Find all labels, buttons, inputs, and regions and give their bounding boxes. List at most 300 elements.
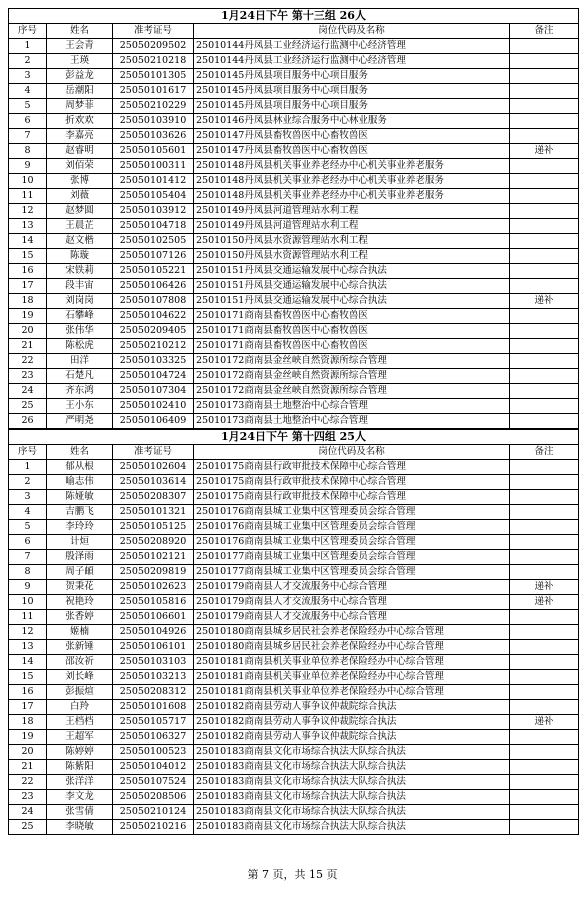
candidate-name: 张博: [47, 174, 113, 189]
candidate-name: 折欢欢: [47, 114, 113, 129]
note: [510, 700, 579, 715]
candidate-name: 姬楠: [47, 625, 113, 640]
row-number: 14: [9, 234, 47, 249]
candidate-name: 石攀峰: [47, 309, 113, 324]
candidate-name: 周子頔: [47, 565, 113, 580]
position-name: 25010145丹凤县项目服务中心项目服务: [194, 84, 510, 99]
note: [510, 805, 579, 820]
exam-id: 25050101617: [113, 84, 194, 99]
exam-id: 25050105601: [113, 144, 194, 159]
position-name: 25010151丹凤县交通运输发展中心综合执法: [194, 294, 510, 309]
group-14-table: [8, 429, 579, 835]
position-name: 25010180商南县城乡居民社会养老保险经办中心综合管理: [194, 640, 510, 655]
note: [510, 279, 579, 294]
exam-id: 25050101321: [113, 505, 194, 520]
position-name: 25010183商南县文化市场综合执法大队综合执法: [194, 760, 510, 775]
position-name: 25010183商南县文化市场综合执法大队综合执法: [194, 790, 510, 805]
exam-id: 25050209819: [113, 565, 194, 580]
candidate-name: 陈婷婷: [47, 745, 113, 760]
candidate-name: 殷泽雨: [47, 550, 113, 565]
row-number: 6: [9, 114, 47, 129]
candidate-name: 张伟华: [47, 324, 113, 339]
exam-id: 25050101305: [113, 69, 194, 84]
header-note: 备注: [510, 445, 579, 460]
table-row: [9, 354, 579, 369]
table-row: [9, 174, 579, 189]
position-name: 25010179商南县人才交流服务中心综合管理: [194, 580, 510, 595]
exam-id: 25050104622: [113, 309, 194, 324]
row-number: 10: [9, 595, 47, 610]
note: [510, 730, 579, 745]
exam-id: 25050208312: [113, 685, 194, 700]
note: [510, 685, 579, 700]
row-number: 2: [9, 475, 47, 490]
position-name: 25010177商南县城工业集中区管理委员会综合管理: [194, 550, 510, 565]
table-row: [9, 625, 579, 640]
candidate-name: 郁从根: [47, 460, 113, 475]
table-row: [9, 700, 579, 715]
exam-id: 25050103614: [113, 475, 194, 490]
table-row: [9, 234, 579, 249]
position-name: 25010171商南县畜牧兽医中心畜牧兽医: [194, 324, 510, 339]
table-row: [9, 84, 579, 99]
row-number: 18: [9, 294, 47, 309]
note: [510, 204, 579, 219]
exam-id: 25050103910: [113, 114, 194, 129]
row-number: 13: [9, 219, 47, 234]
candidate-name: 彭益龙: [47, 69, 113, 84]
position-name: 25010181商南县机关事业单位养老保险经办中心综合管理: [194, 670, 510, 685]
candidate-name: 计烜: [47, 535, 113, 550]
table-row: [9, 550, 579, 565]
table-row: [9, 249, 579, 264]
roster-sheet: [8, 8, 578, 835]
row-number: 13: [9, 640, 47, 655]
header-name: 姓名: [47, 24, 113, 39]
candidate-name: 张香婷: [47, 610, 113, 625]
row-number: 23: [9, 369, 47, 384]
position-name: 25010145丹凤县项目服务中心项目服务: [194, 69, 510, 84]
position-name: 25010175商南县行政审批技术保障中心综合管理: [194, 460, 510, 475]
note: [510, 354, 579, 369]
note: [510, 264, 579, 279]
table-row: [9, 294, 579, 309]
exam-id: 25050210229: [113, 99, 194, 114]
exam-id: 25050104718: [113, 219, 194, 234]
position-name: 25010180商南县城乡居民社会养老保险经办中心综合管理: [194, 625, 510, 640]
exam-id: 25050104724: [113, 369, 194, 384]
exam-id: 25050106409: [113, 414, 194, 429]
position-name: 25010179商南县人才交流服务中心综合管理: [194, 595, 510, 610]
position-name: 25010146丹凤县林业综合服务中心林业服务: [194, 114, 510, 129]
exam-id: 25050107126: [113, 249, 194, 264]
table-row: [9, 414, 579, 429]
position-name: 25010147丹凤县畜牧兽医中心畜牧兽医: [194, 129, 510, 144]
candidate-name: 刘岗岗: [47, 294, 113, 309]
position-name: 25010173商南县土地整治中心综合管理: [194, 414, 510, 429]
candidate-name: 喻志伟: [47, 475, 113, 490]
note: [510, 174, 579, 189]
group-title: 1月24日下午 第十四组 25人: [9, 430, 579, 445]
row-number: 25: [9, 399, 47, 414]
candidate-name: 严明尧: [47, 414, 113, 429]
row-number: 15: [9, 670, 47, 685]
exam-id: 25050102604: [113, 460, 194, 475]
position-name: 25010149丹凤县河道管理站水利工程: [194, 219, 510, 234]
candidate-name: 刘薇: [47, 189, 113, 204]
exam-id: 25050208506: [113, 790, 194, 805]
table-row: [9, 490, 579, 505]
row-number: 9: [9, 580, 47, 595]
candidate-name: 白羚: [47, 700, 113, 715]
candidate-name: 贺秉花: [47, 580, 113, 595]
note: [510, 414, 579, 429]
position-name: 25010175商南县行政审批技术保障中心综合管理: [194, 475, 510, 490]
row-number: 14: [9, 655, 47, 670]
candidate-name: 赵梦圆: [47, 204, 113, 219]
position-name: 25010176商南县城工业集中区管理委员会综合管理: [194, 535, 510, 550]
position-name: 25010149丹凤县河道管理站水利工程: [194, 204, 510, 219]
note: [510, 610, 579, 625]
row-number: 21: [9, 339, 47, 354]
header-exam-id: 准考证号: [113, 24, 194, 39]
exam-id: 25050100523: [113, 745, 194, 760]
header-note: 备注: [510, 24, 579, 39]
row-number: 24: [9, 805, 47, 820]
exam-id: 25050102505: [113, 234, 194, 249]
header-exam-id: 准考证号: [113, 445, 194, 460]
table-row: [9, 189, 579, 204]
exam-id: 25050101608: [113, 700, 194, 715]
exam-id: 25050209502: [113, 39, 194, 54]
group-title: 1月24日下午 第十三组 26人: [9, 9, 579, 24]
position-name: 25010151丹凤县交通运输发展中心综合执法: [194, 264, 510, 279]
position-name: 25010172商南县金丝峡自然资源所综合管理: [194, 369, 510, 384]
table-row: [9, 54, 579, 69]
note: [510, 384, 579, 399]
note: [510, 625, 579, 640]
table-row: [9, 219, 579, 234]
note: [510, 39, 579, 54]
exam-id: 25050104012: [113, 760, 194, 775]
row-number: 17: [9, 279, 47, 294]
candidate-name: 赵文楷: [47, 234, 113, 249]
note: [510, 339, 579, 354]
candidate-name: 周梦菲: [47, 99, 113, 114]
note: [510, 399, 579, 414]
table-row: [9, 369, 579, 384]
row-number: 11: [9, 189, 47, 204]
row-number: 3: [9, 69, 47, 84]
exam-id: 25050103213: [113, 670, 194, 685]
position-name: 25010177商南县城工业集中区管理委员会综合管理: [194, 565, 510, 580]
row-number: 8: [9, 144, 47, 159]
candidate-name: 王会青: [47, 39, 113, 54]
table-row: [9, 204, 579, 219]
exam-id: 25050209405: [113, 324, 194, 339]
exam-id: 25050100311: [113, 159, 194, 174]
position-name: 25010182商南县劳动人事争议仲裁院综合执法: [194, 700, 510, 715]
row-number: 2: [9, 54, 47, 69]
row-number: 12: [9, 204, 47, 219]
position-name: 25010145丹凤县项目服务中心项目服务: [194, 99, 510, 114]
note: [510, 309, 579, 324]
note: [510, 820, 579, 835]
header-name: 姓名: [47, 445, 113, 460]
position-name: 25010179商南县人才交流服务中心综合管理: [194, 610, 510, 625]
position-name: 25010173商南县土地整治中心综合管理: [194, 399, 510, 414]
exam-id: 25050103325: [113, 354, 194, 369]
candidate-name: 张新锤: [47, 640, 113, 655]
row-number: 16: [9, 685, 47, 700]
table-row: [9, 264, 579, 279]
note: [510, 99, 579, 114]
exam-id: 25050210216: [113, 820, 194, 835]
candidate-name: 祝艳玲: [47, 595, 113, 610]
note: [510, 189, 579, 204]
exam-id: 25050208920: [113, 535, 194, 550]
position-name: 25010148丹凤县机关事业养老经办中心机关事业养老服务: [194, 189, 510, 204]
table-row: [9, 730, 579, 745]
position-name: 25010150丹凤县水资源管理站水利工程: [194, 249, 510, 264]
note: [510, 790, 579, 805]
note: [510, 475, 579, 490]
position-name: 25010183商南县文化市场综合执法大队综合执法: [194, 745, 510, 760]
position-name: 25010148丹凤县机关事业养老经办中心机关事业养老服务: [194, 174, 510, 189]
note: [510, 550, 579, 565]
note: [510, 69, 579, 84]
table-row: [9, 505, 579, 520]
note: [510, 324, 579, 339]
row-number: 4: [9, 84, 47, 99]
position-name: 25010181商南县机关事业单位养老保险经办中心综合管理: [194, 685, 510, 700]
exam-id: 25050106101: [113, 640, 194, 655]
exam-id: 25050102410: [113, 399, 194, 414]
row-number: 11: [9, 610, 47, 625]
exam-id: 25050101412: [113, 174, 194, 189]
row-number: 10: [9, 174, 47, 189]
table-row: [9, 475, 579, 490]
position-name: 25010176商南县城工业集中区管理委员会综合管理: [194, 505, 510, 520]
row-number: 8: [9, 565, 47, 580]
exam-id: 25050210124: [113, 805, 194, 820]
position-name: 25010148丹凤县机关事业养老经办中心机关事业养老服务: [194, 159, 510, 174]
position-name: 25010171商南县畜牧兽医中心畜牧兽医: [194, 309, 510, 324]
candidate-name: 刘长峰: [47, 670, 113, 685]
header-no: 序号: [9, 445, 47, 460]
note: [510, 234, 579, 249]
note: [510, 520, 579, 535]
table-row: [9, 535, 579, 550]
exam-id: 25050107304: [113, 384, 194, 399]
candidate-name: 王晨芷: [47, 219, 113, 234]
table-row: [9, 399, 579, 414]
table-row: [9, 565, 579, 580]
table-row: [9, 39, 579, 54]
position-name: 25010183商南县文化市场综合执法大队综合执法: [194, 820, 510, 835]
note: [510, 535, 579, 550]
candidate-name: 陈娅敏: [47, 490, 113, 505]
exam-id: 25050102121: [113, 550, 194, 565]
note: 递补: [510, 294, 579, 309]
candidate-name: 李嘉亮: [47, 129, 113, 144]
note: [510, 84, 579, 99]
candidate-name: 邵汝祈: [47, 655, 113, 670]
table-row: [9, 775, 579, 790]
exam-id: 25050210218: [113, 54, 194, 69]
table-row: [9, 520, 579, 535]
position-name: 25010144丹凤县工业经济运行监测中心经济管理: [194, 39, 510, 54]
position-name: 25010144丹凤县工业经济运行监测中心经济管理: [194, 54, 510, 69]
candidate-name: 王瑛: [47, 54, 113, 69]
candidate-name: 陈松虎: [47, 339, 113, 354]
table-row: [9, 805, 579, 820]
note: [510, 249, 579, 264]
table-row: [9, 670, 579, 685]
position-name: 25010147丹凤县畜牧兽医中心畜牧兽医: [194, 144, 510, 159]
exam-id: 25050106426: [113, 279, 194, 294]
exam-id: 25050106601: [113, 610, 194, 625]
note: [510, 655, 579, 670]
candidate-name: 张洋洋: [47, 775, 113, 790]
exam-id: 25050105816: [113, 595, 194, 610]
table-row: [9, 640, 579, 655]
position-name: 25010182商南县劳动人事争议仲裁院综合执法: [194, 730, 510, 745]
row-number: 26: [9, 414, 47, 429]
row-number: 23: [9, 790, 47, 805]
position-name: 25010171商南县畜牧兽医中心畜牧兽医: [194, 339, 510, 354]
table-row: [9, 279, 579, 294]
exam-id: 25050104926: [113, 625, 194, 640]
candidate-name: 李晓敏: [47, 820, 113, 835]
note: [510, 159, 579, 174]
candidate-name: 李玲玲: [47, 520, 113, 535]
group-13-table: [8, 8, 579, 429]
row-number: 18: [9, 715, 47, 730]
table-row: [9, 69, 579, 84]
note: [510, 369, 579, 384]
candidate-name: 田洋: [47, 354, 113, 369]
row-number: 1: [9, 39, 47, 54]
header-position: 岗位代码及名称: [194, 24, 510, 39]
row-number: 24: [9, 384, 47, 399]
row-number: 16: [9, 264, 47, 279]
table-row: [9, 114, 579, 129]
position-name: 25010182商南县劳动人事争议仲裁院综合执法: [194, 715, 510, 730]
note: [510, 640, 579, 655]
note: 递补: [510, 715, 579, 730]
header-position: 岗位代码及名称: [194, 445, 510, 460]
candidate-name: 王超军: [47, 730, 113, 745]
row-number: 4: [9, 505, 47, 520]
table-row: [9, 144, 579, 159]
table-row: [9, 99, 579, 114]
table-row: [9, 339, 579, 354]
exam-id: 25050107808: [113, 294, 194, 309]
note: [510, 670, 579, 685]
position-name: 25010183商南县文化市场综合执法大队综合执法: [194, 805, 510, 820]
table-row: [9, 595, 579, 610]
candidate-name: 石楚凡: [47, 369, 113, 384]
exam-id: 25050208307: [113, 490, 194, 505]
candidate-name: 齐东鸿: [47, 384, 113, 399]
exam-id: 25050105221: [113, 264, 194, 279]
candidate-name: 彭振煊: [47, 685, 113, 700]
exam-id: 25050105404: [113, 189, 194, 204]
row-number: 3: [9, 490, 47, 505]
table-row: [9, 159, 579, 174]
note: [510, 54, 579, 69]
row-number: 5: [9, 99, 47, 114]
table-row: [9, 580, 579, 595]
row-number: 22: [9, 775, 47, 790]
page-footer: 第 7 页，共 15 页: [247, 868, 338, 881]
exam-id: 25050103626: [113, 129, 194, 144]
candidate-name: 王小东: [47, 399, 113, 414]
note: [510, 775, 579, 790]
note: [510, 565, 579, 580]
row-number: 6: [9, 535, 47, 550]
note: 递补: [510, 144, 579, 159]
position-name: 25010175商南县行政审批技术保障中心综合管理: [194, 490, 510, 505]
row-number: 15: [9, 249, 47, 264]
table-row: [9, 129, 579, 144]
row-number: 9: [9, 159, 47, 174]
row-number: 20: [9, 745, 47, 760]
row-number: 17: [9, 700, 47, 715]
position-name: 25010172商南县金丝峡自然资源所综合管理: [194, 354, 510, 369]
candidate-name: 李文龙: [47, 790, 113, 805]
row-number: 21: [9, 760, 47, 775]
row-number: 19: [9, 309, 47, 324]
exam-id: 25050102623: [113, 580, 194, 595]
exam-id: 25050103103: [113, 655, 194, 670]
row-number: 12: [9, 625, 47, 640]
row-number: 25: [9, 820, 47, 835]
candidate-name: 赵睿明: [47, 144, 113, 159]
exam-id: 25050107524: [113, 775, 194, 790]
row-number: 7: [9, 129, 47, 144]
exam-id: 25050210212: [113, 339, 194, 354]
position-name: 25010150丹凤县水资源管理站水利工程: [194, 234, 510, 249]
note: 递补: [510, 595, 579, 610]
table-row: [9, 745, 579, 760]
exam-id: 25050105125: [113, 520, 194, 535]
candidate-name: 宋铁莉: [47, 264, 113, 279]
row-number: 7: [9, 550, 47, 565]
position-name: 25010151丹凤县交通运输发展中心综合执法: [194, 279, 510, 294]
table-row: [9, 655, 579, 670]
table-row: [9, 820, 579, 835]
table-row: [9, 460, 579, 475]
position-name: 25010183商南县文化市场综合执法大队综合执法: [194, 775, 510, 790]
row-number: 5: [9, 520, 47, 535]
exam-id: 25050103912: [113, 204, 194, 219]
header-no: 序号: [9, 24, 47, 39]
table-row: [9, 760, 579, 775]
candidate-name: 王档档: [47, 715, 113, 730]
table-row: [9, 715, 579, 730]
note: [510, 460, 579, 475]
note: [510, 490, 579, 505]
note: [510, 129, 579, 144]
candidate-name: 段丰宙: [47, 279, 113, 294]
row-number: 22: [9, 354, 47, 369]
position-name: 25010176商南县城工业集中区管理委员会综合管理: [194, 520, 510, 535]
table-row: [9, 324, 579, 339]
note: [510, 760, 579, 775]
candidate-name: 陈璇: [47, 249, 113, 264]
